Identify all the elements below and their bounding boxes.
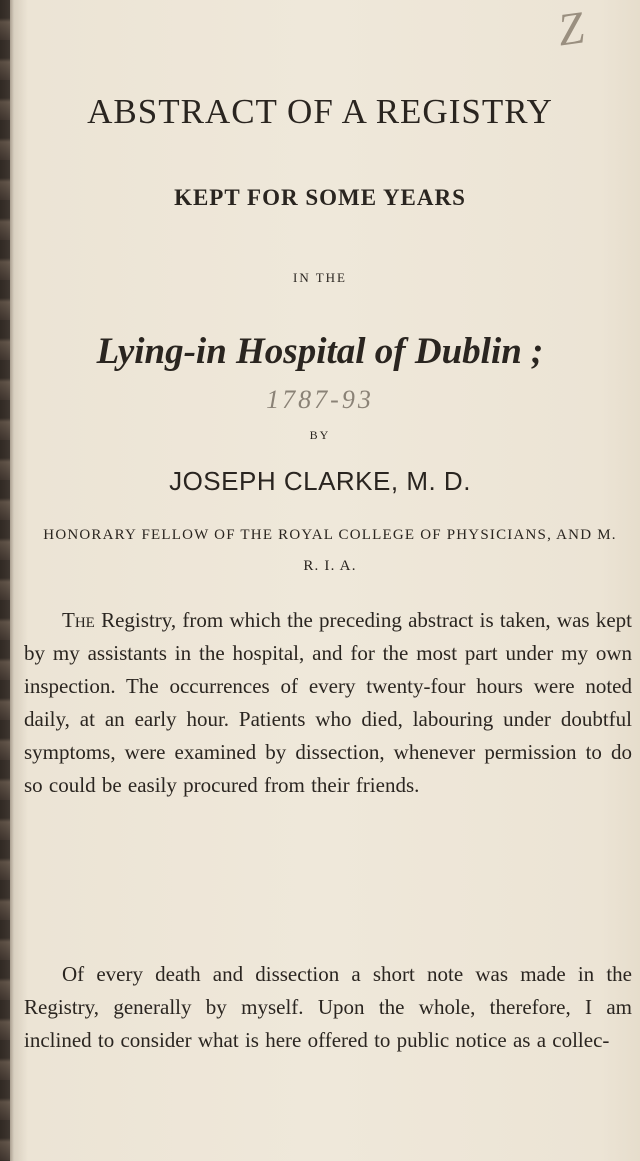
body-paragraph-1: [24, 604, 632, 802]
handwritten-date: 1787-93: [266, 385, 374, 414]
paragraph-lead-word: The: [62, 608, 95, 632]
body-paragraph-2: Of every death and dissection a short note was made in the Registry, generally by myself. Upon the whole, therefore, I am inclined to consider what is here offered to public notice as a collec-: [24, 962, 632, 1052]
hospital-name: Lying-in Hospital of Dublin ;: [96, 331, 544, 372]
paragraph-1-text: Registry, from which the preceding abstract is taken, was kept by my assistants in the hospital, and for the most part under my own inspection. The occurrences of every twenty-four hours were noted daily, at an early hour. Patients who died, labouring under doubtful symptoms, were examined by dissection, whenever permission to do so could be easily procured from their friends.: [24, 608, 633, 797]
page-title: ABSTRACT OF A REGISTRY: [87, 92, 553, 131]
in-the-label: IN THE: [292, 270, 347, 285]
handwritten-corner-mark: Z: [554, 1, 588, 56]
by-label: BY: [309, 428, 331, 442]
binding-gutter: [0, 0, 10, 1161]
author-name: JOSEPH CLARKE, M. D.: [169, 466, 471, 496]
author-credential: HONORARY FELLOW OF THE ROYAL COLLEGE OF PHYSICIANS, AND M. R. I. A.: [43, 527, 617, 574]
page-subtitle: KEPT FOR SOME YEARS: [174, 185, 466, 210]
